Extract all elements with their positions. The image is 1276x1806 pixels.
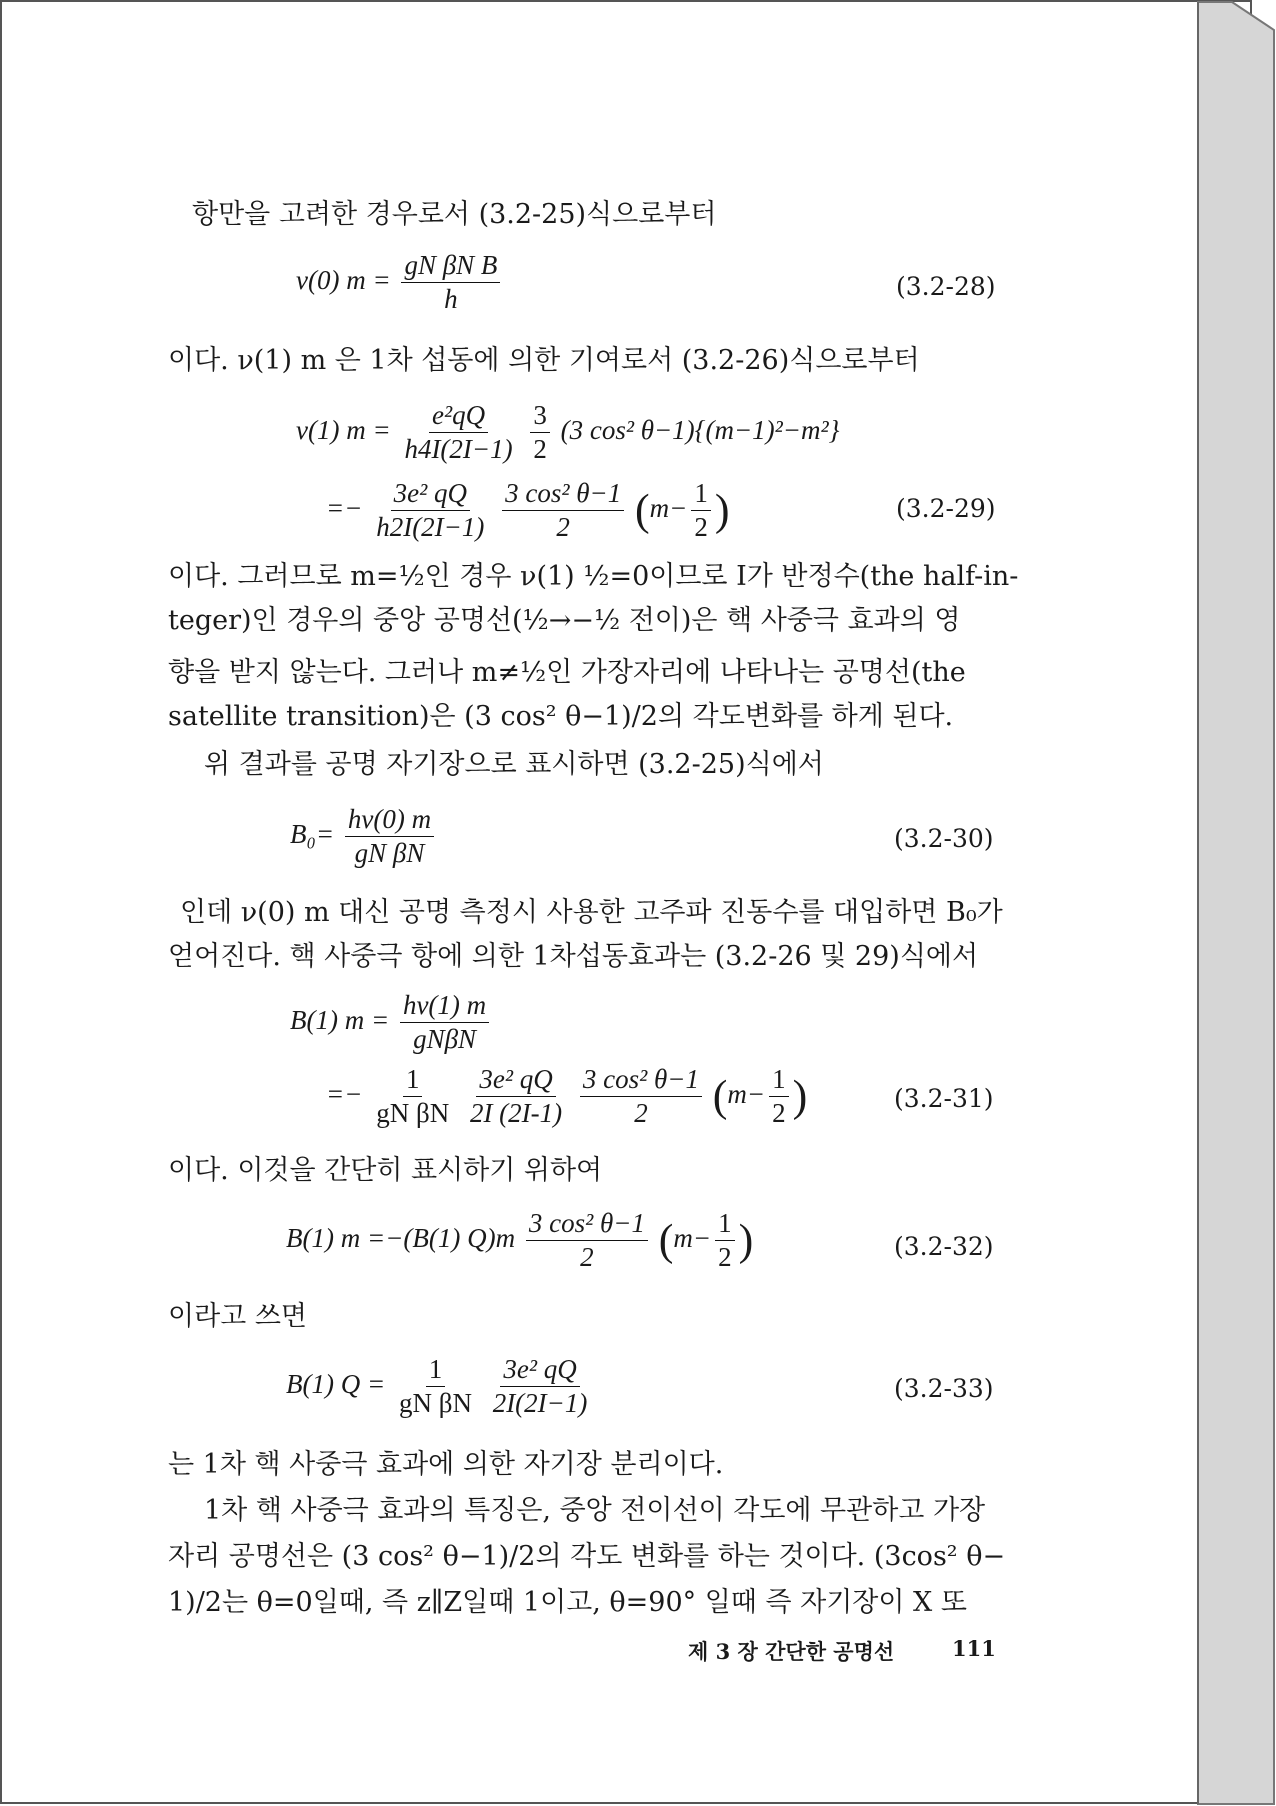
- body-line: 인데 ν(0) m 대신 공명 측정시 사용한 고주파 진동수를 대입하면 B₀가: [180, 897, 1003, 928]
- eq-lhs: B(1) m =−(B(1) Q)m: [286, 1222, 516, 1253]
- body-line: 위 결과를 공명 자기장으로 표시하면 (3.2-25)식에서: [204, 749, 824, 780]
- eq-numerator: 3 cos² θ−1: [526, 1208, 648, 1241]
- eq-numerator: 3e² qQ: [391, 478, 470, 511]
- body-line: 자리 공명선은 (3 cos² θ−1)/2의 각도 변화를 하는 것이다. (3cos² θ−: [168, 1541, 1006, 1572]
- eq-denominator: gN βN: [398, 1388, 472, 1419]
- eq-denominator: 2I (2I-1): [469, 1098, 563, 1129]
- eq-numerator: 3: [530, 400, 550, 433]
- eq-lhs: =−: [326, 1078, 363, 1109]
- body-line: 이다. 그러므로 m=½인 경우 ν(1) ½=0이므로 I가 반정수(the half-in-: [168, 561, 1019, 592]
- eq-numerator: e²qQ: [429, 400, 488, 433]
- eq-denominator: gN βN: [354, 838, 425, 869]
- body-line: 1차 핵 사중극 효과의 특징은, 중앙 전이선이 각도에 무관하고 가장: [204, 1495, 986, 1526]
- eq-denominator: 2: [533, 434, 547, 465]
- eq-lhs: B(1) Q =: [286, 1368, 386, 1399]
- eq-lhs: B₀=: [290, 818, 335, 849]
- body-line: 는 1차 핵 사중극 효과에 의한 자기장 분리이다.: [168, 1449, 724, 1480]
- eq-denominator: 2I(2I−1): [492, 1388, 588, 1419]
- equation-3-2-30: [290, 804, 438, 869]
- eq-lhs: ν(0) m =: [296, 264, 391, 295]
- eq-denominator: 2: [718, 1242, 732, 1273]
- equation-number: (3.2-30): [894, 824, 994, 853]
- eq-term: (3 cos² θ−1){(m−1)²−m²}: [560, 414, 840, 445]
- eq-numerator: hν(1) m: [400, 990, 489, 1023]
- equation-3-2-29-line1: [296, 400, 839, 465]
- body-line: teger)인 경우의 중앙 공명선(½→−½ 전이)은 핵 사중극 효과의 영: [168, 605, 961, 636]
- body-line: 이다. 이것을 간단히 표시하기 위하여: [168, 1155, 603, 1186]
- eq-term: m−: [673, 1222, 712, 1253]
- eq-numerator: 1: [403, 1064, 423, 1097]
- eq-numerator: 3e² qQ: [500, 1354, 579, 1387]
- body-line: 1)/2는 θ=0일때, 즉 z∥Z일때 1이고, θ=90° 일때 즉 자기장이 X 또: [168, 1587, 967, 1618]
- eq-denominator: 2: [556, 512, 570, 543]
- eq-denominator: gNβN: [413, 1024, 477, 1055]
- eq-numerator: 3 cos² θ−1: [502, 478, 624, 511]
- body-line: 항만을 고려한 경우로서 (3.2-25)식으로부터: [192, 199, 717, 230]
- eq-denominator: h4I(2I−1): [404, 434, 513, 465]
- body-line: satellite transition)은 (3 cos² θ−1)/2의 각도변화를 하게 된다.: [168, 701, 954, 732]
- body-line: 이라고 쓰면: [168, 1301, 307, 1332]
- eq-denominator: gN βN: [376, 1098, 450, 1129]
- eq-denominator: 2: [772, 1098, 786, 1129]
- body-line: 이다. ν(1) m 은 1차 섭동에 의한 기여로서 (3.2-26)식으로부터: [168, 345, 920, 376]
- eq-lhs: ν(1) m =: [296, 414, 391, 445]
- eq-denominator: h2I(2I−1): [376, 512, 485, 543]
- running-footer: 제 3 장 간단한 공명선: [688, 1639, 895, 1664]
- eq-denominator: 2: [580, 1242, 594, 1273]
- body-line: 얻어진다. 핵 사중극 항에 의한 1차섭동효과는 (3.2-26 및 29)식에서: [168, 941, 979, 972]
- eq-numerator: 1: [691, 478, 711, 511]
- equation-number: (3.2-33): [894, 1374, 994, 1403]
- equation-number: (3.2-29): [896, 494, 996, 523]
- eq-numerator: gN βN B: [401, 250, 500, 283]
- eq-numerator: 1: [715, 1208, 735, 1241]
- equation-number: (3.2-31): [894, 1084, 994, 1113]
- equation-3-2-33: [286, 1354, 594, 1419]
- eq-term: m−: [649, 492, 688, 523]
- eq-denominator: h: [444, 284, 458, 315]
- equation-number: (3.2-28): [896, 272, 996, 301]
- equation-3-2-29-line2: =− $\frac{\text{3e² qQ}}{h2I(2I-1)}$ $\frac{\text{3 cos² θ−1}}{2}$ (m− $\frac{1}{2}$ ): [326, 478, 730, 543]
- eq-numerator: 3 cos² θ−1: [580, 1064, 702, 1097]
- eq-numerator: 1: [426, 1354, 446, 1387]
- eq-term: m−: [727, 1078, 766, 1109]
- page-number: 111: [952, 1636, 996, 1661]
- eq-lhs: B(1) m =: [290, 1004, 390, 1035]
- eq-numerator: 1: [769, 1064, 789, 1097]
- eq-lhs: =−: [326, 492, 363, 523]
- equation-3-2-31-line2: =− $\frac{1}{\text{gN βN}}$ $\frac{\text{3e² qQ}}{2I (2I-1)}$ $\frac{\text{3 cos² θ−1}}{2}$ (m− $\frac{1}{2}$ ): [326, 1064, 808, 1129]
- equation-3-2-28: [296, 250, 504, 315]
- eq-numerator: hν(0) m: [345, 804, 434, 837]
- body-line: 향을 받지 않는다. 그러나 m≠½인 가장자리에 나타나는 공명선(the: [168, 657, 966, 688]
- eq-numerator: 3e² qQ: [476, 1064, 555, 1097]
- equation-number: (3.2-32): [894, 1232, 994, 1261]
- equation-3-2-31-line1: [290, 990, 493, 1055]
- equation-3-2-32: B(1) m =−(B(1) Q)m $\frac{\text{3 cos² θ−1}}{2}$ (m− $\frac{1}{2}$ ): [286, 1208, 754, 1273]
- eq-denominator: 2: [694, 512, 708, 543]
- eq-denominator: 2: [634, 1098, 648, 1129]
